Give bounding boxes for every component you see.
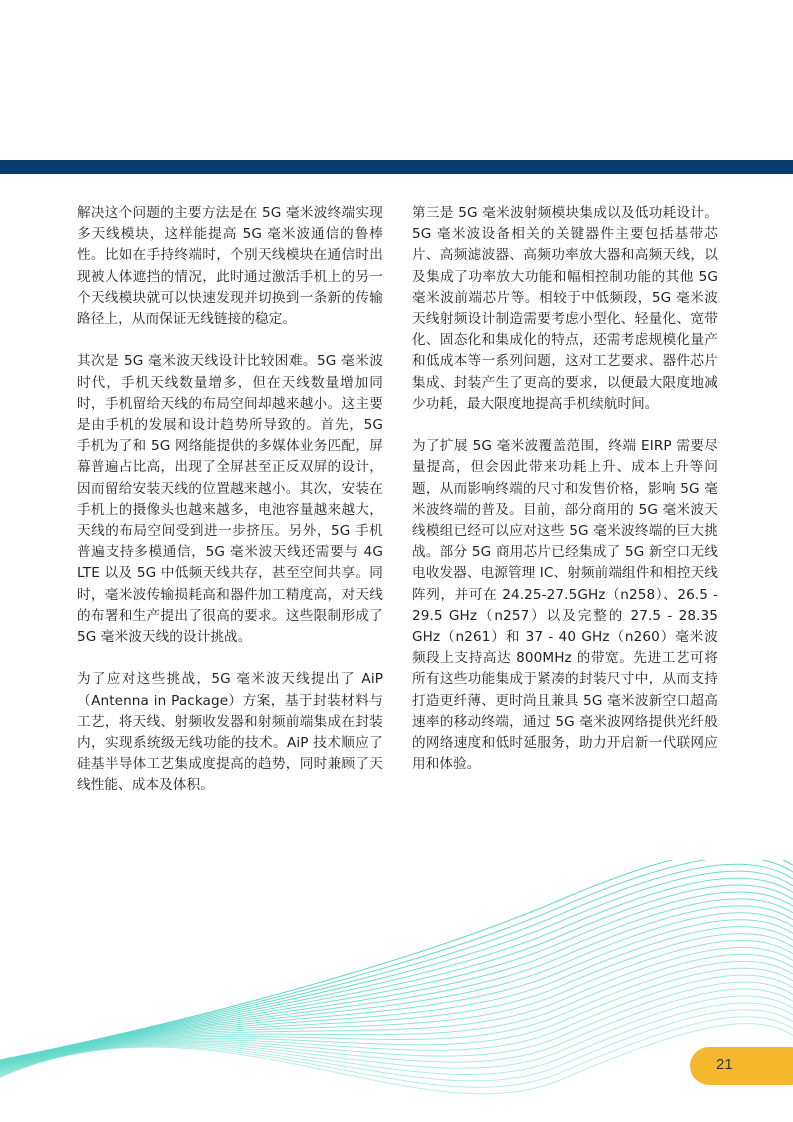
wave-line [0, 860, 793, 1062]
right-paragraph-1: 第三是 5G 毫米波射频模块集成以及低功耗设计。5G 毫米波设备相关的关键器件主要包括基带芯片、高频滤波器、高频功率放大器和高频天线，以及集成了功率放大功能和幅相控制功能的其他 5G 毫米波前端芯片等。相较于中低频段，5G 毫米波天线射频设计制造需要考虑小型化、轻量化、宽带化、固态化和集成化的特点，还需考虑规模化量产和低成本等一系列问题，这对工艺要求、器件芯片集成、封装产生了更高的要求，以便最大限度地减少功耗，最大限度地提高手机续航时间。 [412, 205, 718, 412]
left-column [77, 203, 383, 818]
wave-line [0, 941, 793, 1073]
right-paragraph-2: 为了扩展 5G 毫米波覆盖范围，终端 EIRP 需要尽量提高，但会因此带来功耗上升、成本上升等问题，从而影响终端的尺寸和发售价格，影响 5G 毫米波终端的普及。目前，部分商用的 5G 毫米波天线模组已经可以应对这些 5G 毫米波终端的巨大挑战。部分 5G 商用芯片已经集成了 5G 新空口无线电收发器、电源管理 IC、射频前端组件和相控天线阵列，并可在 24.25-27.5GHz（n258）、26.5 - 29.5 GHz（n257）以及完整的 27.5 - 28.35 GHz（n261）和 37 - 40 GHz（n260）毫米波频段上支持高达 800MHz 的带宽。先进工艺可将所有这些功能集成于紧凑的封装尺寸中，从而支持打造更纤薄、更时尚且兼具 5G 毫米波新空口超高速率的移动终端，通过 5G 毫米波网络提供光纤般的网络速度和低时延服务，助力开启新一代联网应用和体验。 [412, 438, 718, 773]
decorative-wave-lines [0, 860, 793, 1122]
left-paragraph-1: 解决这个问题的主要方法是在 5G 毫米波终端实现多天线模块，这样能提高 5G 毫米波通信的鲁棒性。比如在手持终端时，个别天线模块在通信时出现被人体遮挡的情况，此时通过激活手机上的另一个天线模块就可以快速发现并切换到一条新的传输路径上，从而保证无线链接的稳定。 [77, 205, 383, 328]
left-paragraph-3: 为了应对这些挑战，5G 毫米波天线提出了 AiP（Antenna in Package）方案，基于封装材料与工艺，将天线、射频收发器和射频前端集成在封装内，实现系统级无线功能的技术。AiP 技术顺应了硅基半导体工艺集成度提高的趋势，同时兼顾了天线性能、成本及体积。 [77, 671, 383, 794]
page-number-badge [690, 1047, 793, 1085]
wave-line [0, 975, 793, 1076]
wave-line [0, 860, 793, 1063]
left-paragraph-2: 其次是 5G 毫米波天线设计比较困难。5G 毫米波时代，手机天线数量增多，但在天线数量增加同时，手机留给天线的布局空间却越来越小。这主要是由手机的发展和设计趋势所导致的。首先，5G 手机为了和 5G 网络能提供的多媒体业务匹配，屏幕普遍占比高，出现了全屏甚至正反双屏的设计，因而留给安装天线的位置越来越小。其次，安装在手机上的摄像头也越来越多，电池容量越来越大，天线的布局空间受到进一步挤压。另外，5G 手机普遍支持多模通信，5G 毫米波天线还需要与 4G LTE 以及 5G 中低频天线共存，甚至空间共享。同时，毫米波传输损耗高和器件加工精度高，对天线的布署和生产提出了很高的要求。这些限制形成了 5G 毫米波天线的设计挑战。 [77, 353, 383, 646]
wave-line [0, 961, 793, 1074]
wave-line [0, 934, 793, 1072]
header-band [0, 160, 793, 174]
page-number: 21 [716, 1056, 733, 1073]
wave-line [0, 1017, 793, 1088]
right-column [412, 203, 718, 797]
